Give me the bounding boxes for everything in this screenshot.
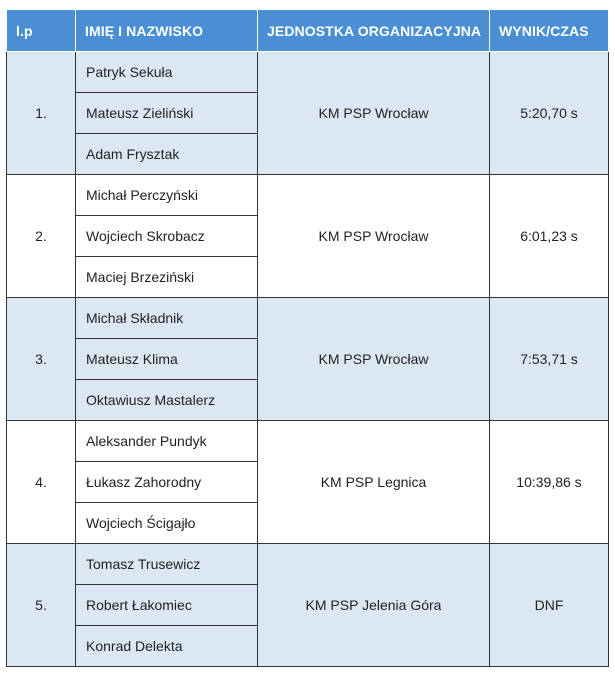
- member-name: Michał Składnik: [76, 298, 258, 339]
- team-result: 6:01,23 s: [490, 175, 609, 298]
- team-number: 3.: [7, 298, 76, 421]
- member-name: Patryk Sekuła: [76, 52, 258, 93]
- team-unit: KM PSP Wrocław: [258, 52, 490, 175]
- team-result: DNF: [490, 544, 609, 667]
- team-result: 7:53,71 s: [490, 298, 609, 421]
- member-name: Wojciech Ścigajło: [76, 503, 258, 544]
- member-name: Aleksander Pundyk: [76, 421, 258, 462]
- header-result: WYNIK/CZAS: [490, 10, 609, 52]
- results-table: [6, 9, 609, 667]
- team-group: [7, 421, 609, 544]
- team-group: [7, 52, 609, 175]
- member-name: Mateusz Zieliński: [76, 93, 258, 134]
- team-number: 2.: [7, 175, 76, 298]
- member-name: Konrad Delekta: [76, 626, 258, 667]
- member-name: Adam Frysztak: [76, 134, 258, 175]
- member-name: Tomasz Trusewicz: [76, 544, 258, 585]
- table-row: [7, 421, 609, 462]
- member-name: Robert Łakomiec: [76, 585, 258, 626]
- header-unit: JEDNOSTKA ORGANIZACYJNA: [258, 10, 490, 52]
- table-row: [7, 175, 609, 216]
- team-result: 10:39,86 s: [490, 421, 609, 544]
- header-row: [7, 10, 609, 52]
- member-name: Mateusz Klima: [76, 339, 258, 380]
- team-number: 1.: [7, 52, 76, 175]
- table-row: [7, 52, 609, 93]
- team-unit: KM PSP Wrocław: [258, 175, 490, 298]
- team-unit: KM PSP Jelenia Góra: [258, 544, 490, 667]
- team-number: 4.: [7, 421, 76, 544]
- member-name: Michał Perczyński: [76, 175, 258, 216]
- team-group: [7, 175, 609, 298]
- team-unit: KM PSP Legnica: [258, 421, 490, 544]
- table-row: [7, 544, 609, 585]
- team-unit: KM PSP Wrocław: [258, 298, 490, 421]
- team-group: [7, 298, 609, 421]
- member-name: Maciej Brzeziński: [76, 257, 258, 298]
- member-name: Łukasz Zahorodny: [76, 462, 258, 503]
- table-row: [7, 298, 609, 339]
- team-number: 5.: [7, 544, 76, 667]
- member-name: Oktawiusz Mastalerz: [76, 380, 258, 421]
- team-group: [7, 544, 609, 667]
- table-header: [7, 10, 609, 52]
- header-name: IMIĘ I NAZWISKO: [76, 10, 258, 52]
- header-lp: l.p: [7, 10, 76, 52]
- team-result: 5:20,70 s: [490, 52, 609, 175]
- member-name: Wojciech Skrobacz: [76, 216, 258, 257]
